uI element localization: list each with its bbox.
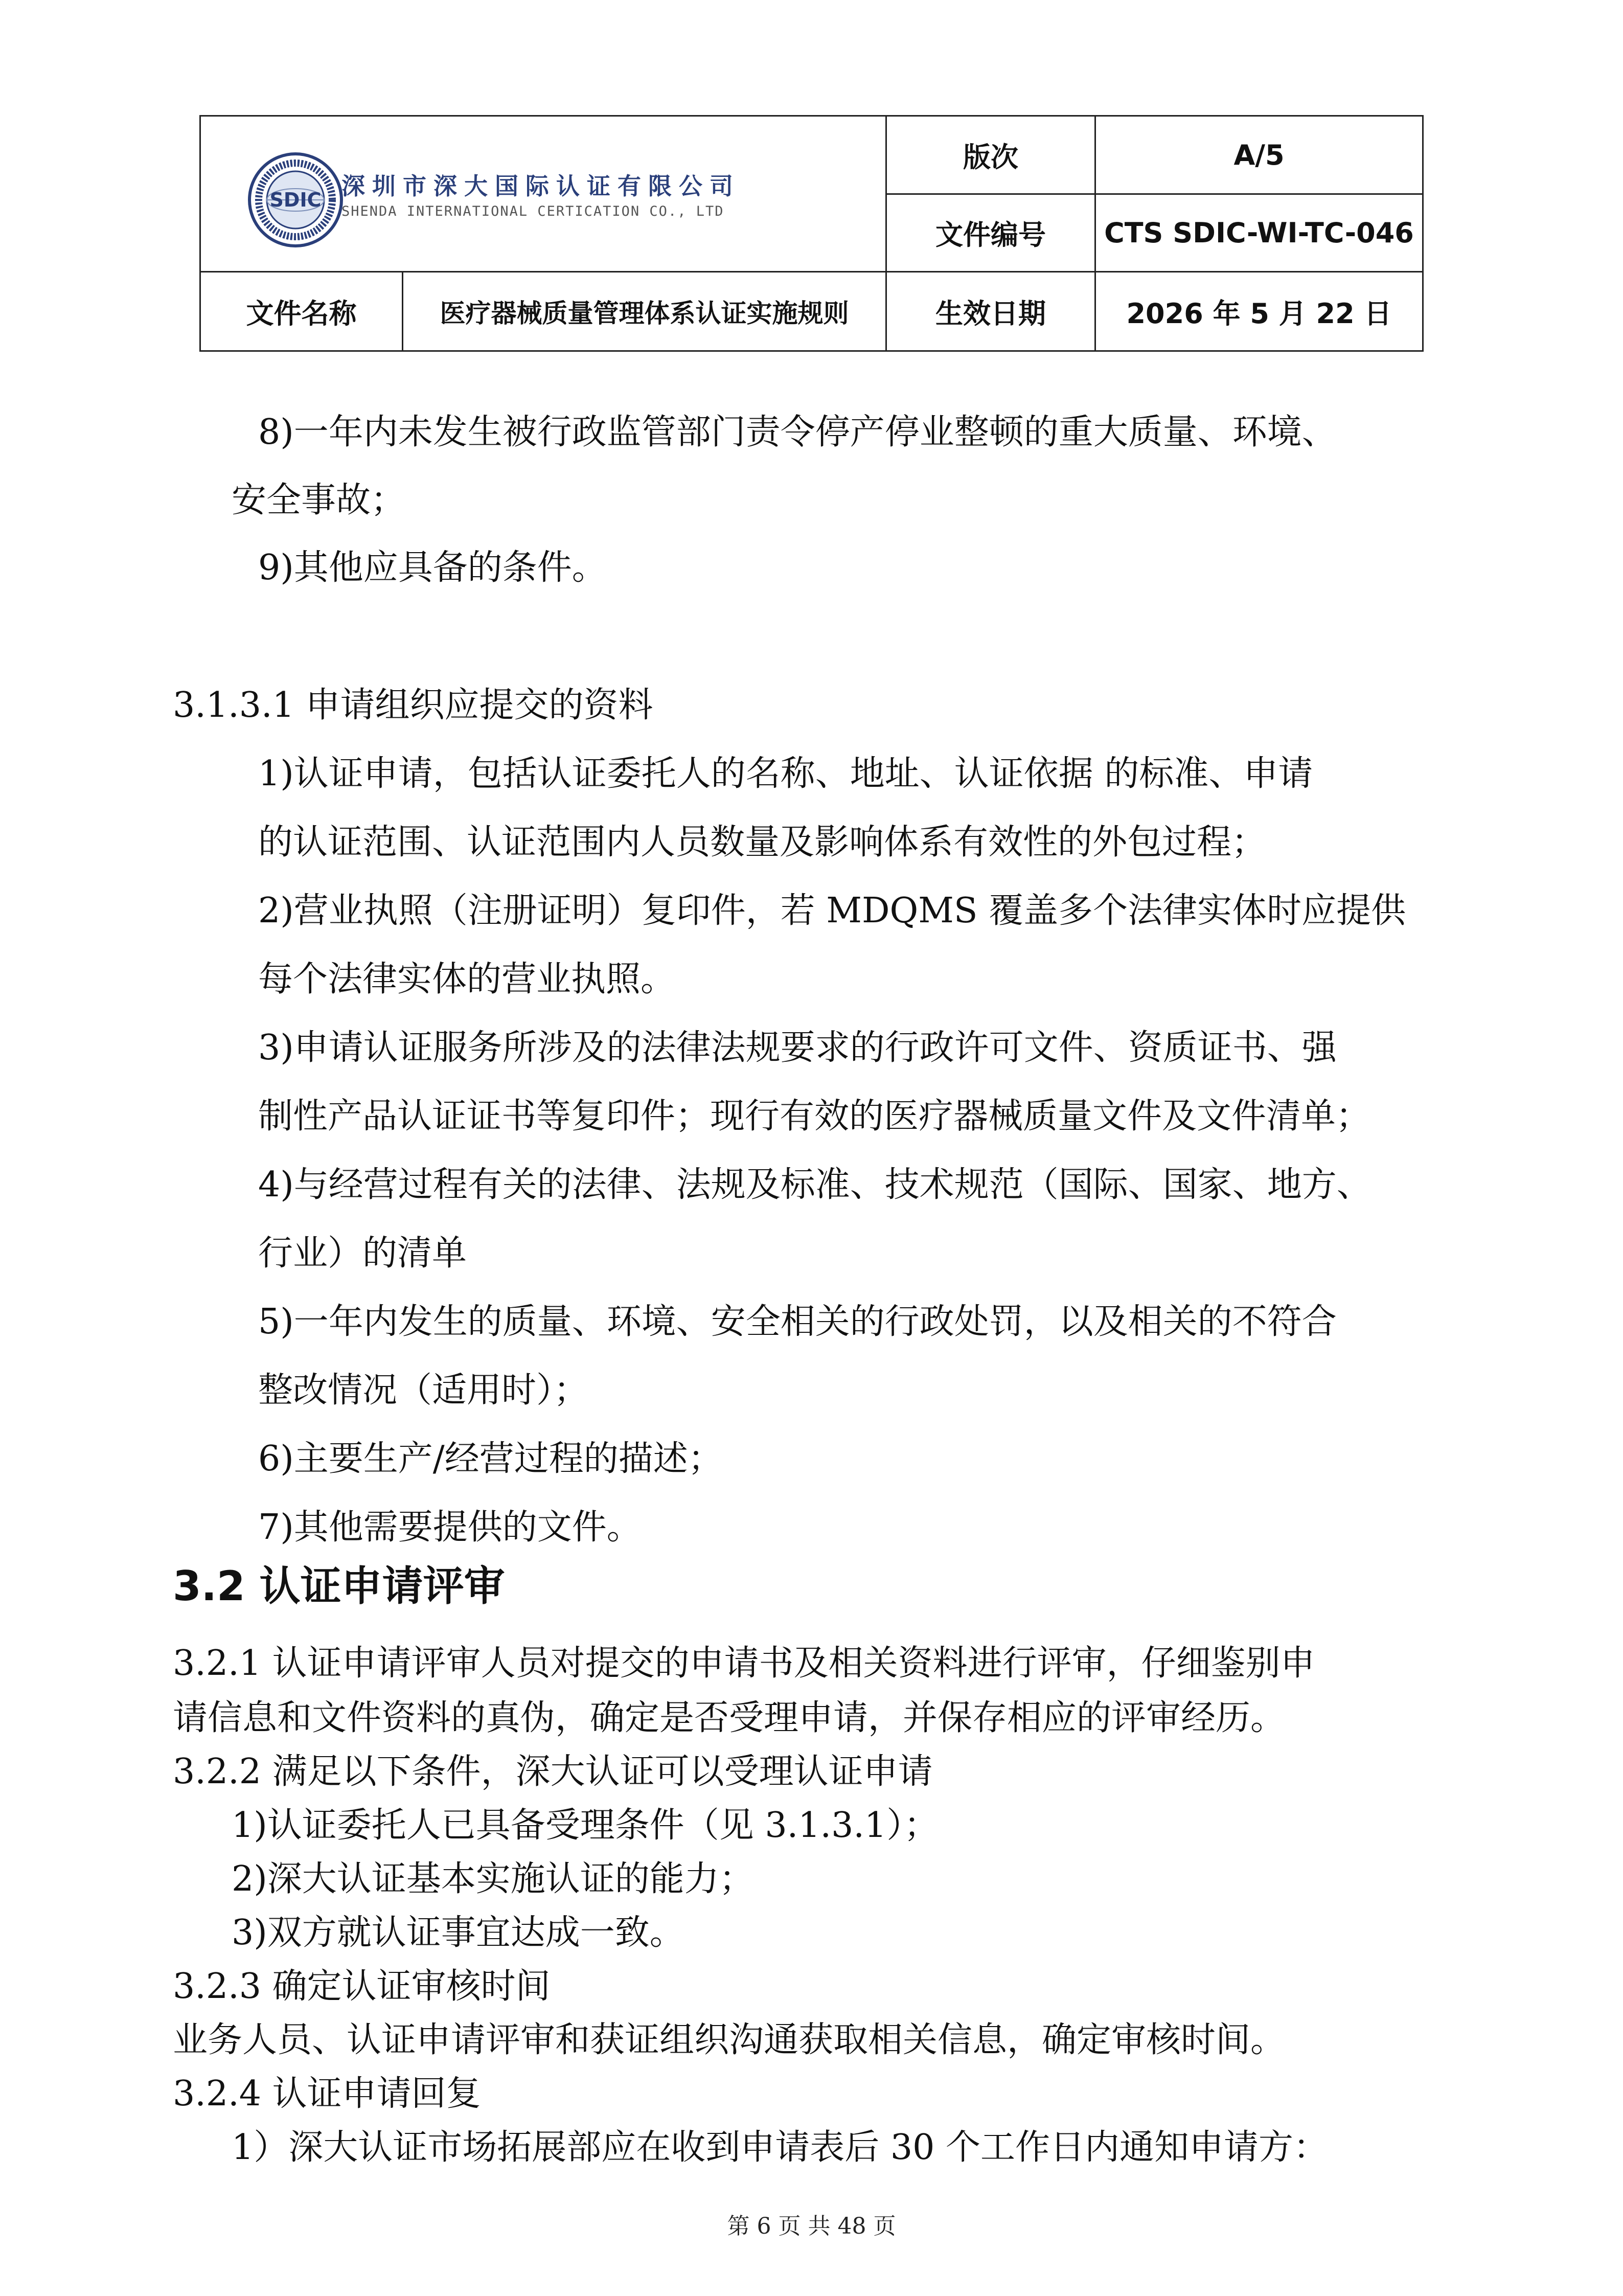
body-line: 8)一年内未发生被行政监管部门责令停产停业整顿的重大质量、环境、 [258, 412, 1337, 452]
body-line: 5)一年内发生的质量、环境、安全相关的行政处罚，以及相关的不符合 [258, 1302, 1337, 1342]
body-line: 9)其他应具备的条件。 [258, 548, 607, 588]
page-number: 第 6 页 共 48 页 [727, 2213, 896, 2239]
body-line: 2)营业执照（注册证明）复印件，若 MDQMS 覆盖多个法律实体时应提供 [258, 891, 1406, 931]
company-name-cn: 深圳市深大国际认证有限公司 [341, 172, 740, 200]
body-line: 每个法律实体的营业执照。 [258, 959, 676, 999]
file-name-label: 文件名称 [246, 297, 357, 330]
body-line: 整改情况（适用时）； [258, 1370, 589, 1411]
svg-text:SDIC: SDIC [269, 189, 322, 211]
body-line: 1)认证委托人已具备受理条件（见 3.1.3.1）； [232, 1805, 939, 1846]
body-line: 7)其他需要提供的文件。 [258, 1507, 642, 1548]
body-line: 3)申请认证服务所涉及的法律法规要求的行政许可文件、资质证书、强 [258, 1028, 1337, 1068]
subsection-heading: 3.1.3.1 申请组织应提交的资料 [173, 685, 653, 725]
subsection-heading: 3.2.3 确定认证审核时间 [173, 1966, 551, 2007]
body-line: 2)深大认证基本实施认证的能力； [232, 1859, 754, 1899]
body-line: 3)双方就认证事宜达成一致。 [232, 1913, 684, 1953]
section-heading: 3.2 认证申请评审 [173, 1562, 505, 1610]
doc-number-label: 文件编号 [935, 219, 1046, 251]
body-line: 4)与经营过程有关的法律、法规及标准、技术规范（国际、国家、地方、 [258, 1165, 1371, 1205]
body-line: 1)认证申请，包括认证委托人的名称、地址、认证依据 的标准、申请 [258, 754, 1313, 794]
effective-date-label: 生效日期 [935, 297, 1046, 330]
body-line: 业务人员、认证申请评审和获证组织沟通获取相关信息，确定审核时间。 [173, 2020, 1286, 2060]
effective-date-value: 2026 年 5 月 22 日 [1126, 297, 1392, 330]
body-line: 1）深大认证市场拓展部应在收到申请表后 30 个工作日内通知申请方： [232, 2127, 1329, 2168]
version-value: A/5 [1233, 139, 1285, 171]
body-line: 6)主要生产/经营过程的描述； [258, 1439, 723, 1479]
file-name-value: 医疗器械质量管理体系认证实施规则 [440, 299, 849, 328]
body-line: 的认证范围、认证范围内人员数量及影响体系有效性的外包过程； [258, 822, 1267, 862]
body-line: 3.2.1 认证申请评审人员对提交的申请书及相关资料进行评审，仔细鉴别申 [173, 1643, 1315, 1684]
body-line: 安全事故； [232, 480, 406, 520]
company-name-en: SHENDA INTERNATIONAL CERTICATION CO., LTD [341, 203, 724, 219]
document-header-table [199, 115, 1424, 352]
subsection-heading: 3.2.2 满足以下条件，深大认证可以受理认证申请 [173, 1752, 933, 1792]
body-line: 请信息和文件资料的真伪，确定是否受理申请，并保存相应的评审经历。 [173, 1698, 1286, 1738]
body-line: 制性产品认证证书等复印件；现行有效的医疗器械质量文件及文件清单； [258, 1096, 1371, 1136]
body-line: 行业）的清单 [258, 1233, 467, 1274]
company-logo [247, 151, 344, 248]
doc-number-value: CTS SDIC-WI-TC-046 [1104, 217, 1414, 249]
version-label: 版次 [963, 141, 1018, 173]
subsection-heading: 3.2.4 认证申请回复 [173, 2074, 481, 2114]
